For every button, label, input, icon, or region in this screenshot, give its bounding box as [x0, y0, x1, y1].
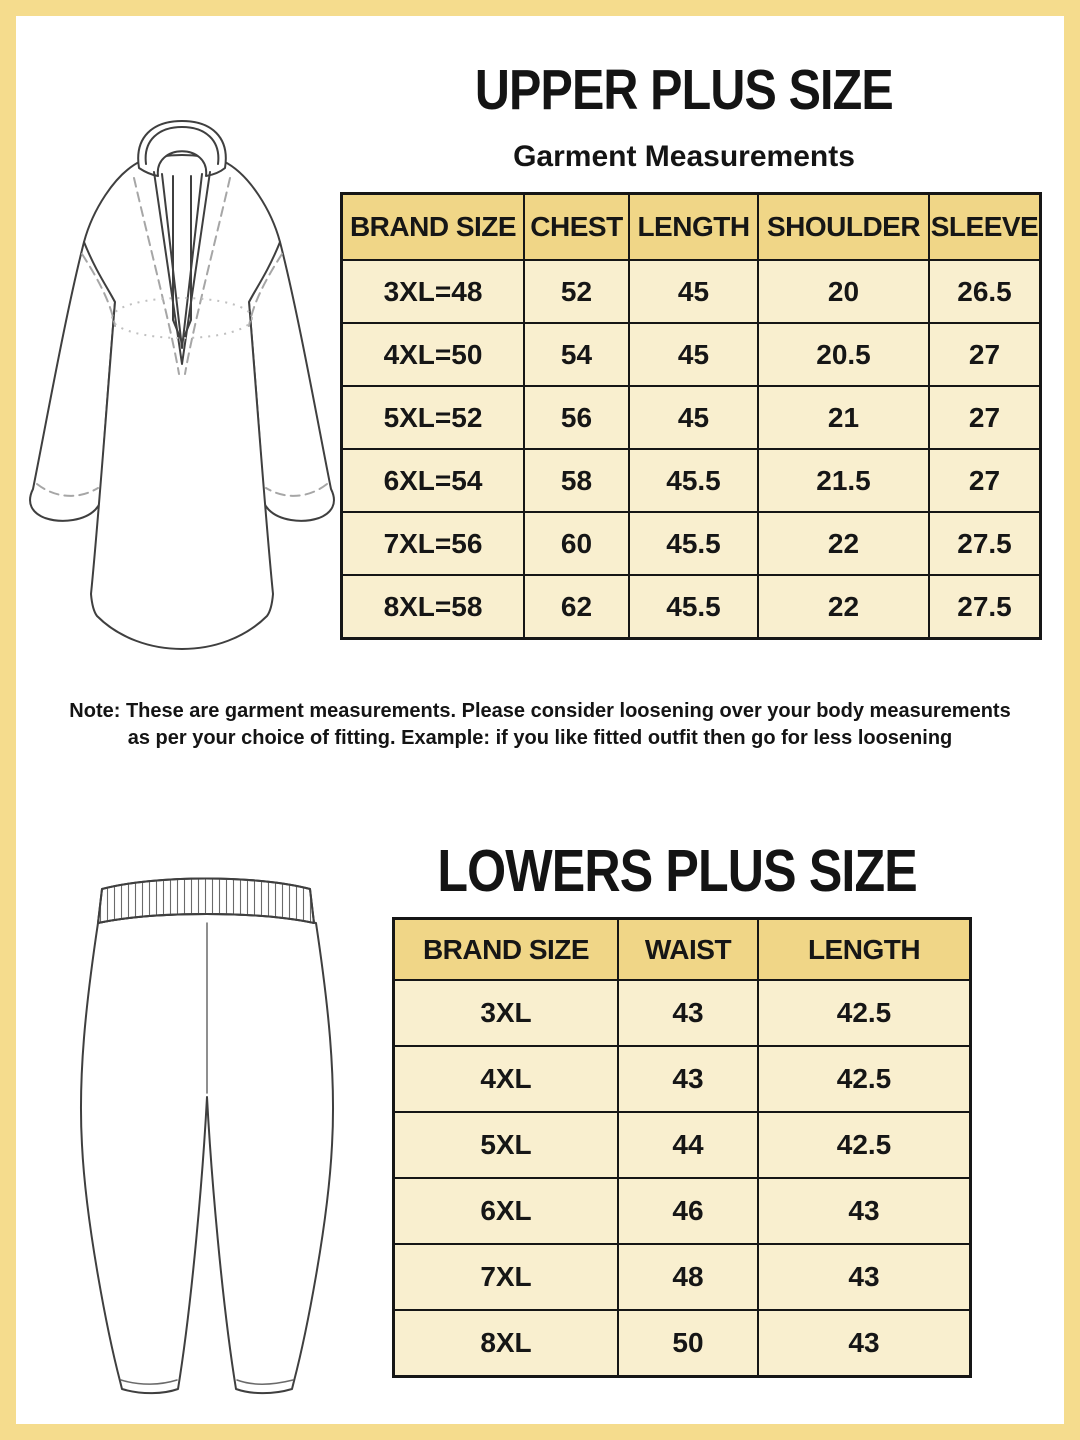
- table-cell: 22: [758, 575, 929, 639]
- table-cell: 44: [618, 1112, 758, 1178]
- table-cell: 27.5: [929, 512, 1041, 575]
- table-row: [342, 386, 1041, 449]
- table-row: [342, 575, 1041, 639]
- table-cell: 43: [758, 1310, 971, 1377]
- column-header: SLEEVE: [929, 194, 1041, 261]
- table-cell: 3XL=48: [342, 260, 525, 323]
- table-cell: 45.5: [629, 512, 758, 575]
- lower-title-text: LOWERS PLUS SIZE: [437, 838, 917, 904]
- table-cell: 45.5: [629, 575, 758, 639]
- table-row: [394, 1310, 971, 1377]
- column-header: WAIST: [618, 919, 758, 981]
- table-cell: 4XL=50: [342, 323, 525, 386]
- header-row: [342, 194, 1041, 261]
- table-row: [394, 980, 971, 1046]
- column-header: LENGTH: [758, 919, 971, 981]
- table-cell: 54: [524, 323, 629, 386]
- table-cell: 50: [618, 1310, 758, 1377]
- table-cell: 7XL: [394, 1244, 619, 1310]
- note-text: [16, 698, 1064, 752]
- table-cell: 5XL: [394, 1112, 619, 1178]
- table-cell: 62: [524, 575, 629, 639]
- table-cell: 22: [758, 512, 929, 575]
- column-header: LENGTH: [629, 194, 758, 261]
- table-cell: 42.5: [758, 1046, 971, 1112]
- table-cell: 8XL: [394, 1310, 619, 1377]
- kurta-illustration: [20, 112, 344, 660]
- table-cell: 52: [524, 260, 629, 323]
- table-cell: 45: [629, 386, 758, 449]
- table-cell: 20.5: [758, 323, 929, 386]
- table-cell: 7XL=56: [342, 512, 525, 575]
- table-cell: 45: [629, 260, 758, 323]
- column-header: CHEST: [524, 194, 629, 261]
- table-cell: 5XL=52: [342, 386, 525, 449]
- table-cell: 43: [618, 1046, 758, 1112]
- table-cell: 27: [929, 323, 1041, 386]
- upper-title-text: UPPER PLUS SIZE: [474, 58, 893, 122]
- table-cell: 20: [758, 260, 929, 323]
- table-cell: 45: [629, 323, 758, 386]
- table-cell: 56: [524, 386, 629, 449]
- table-cell: 45.5: [629, 449, 758, 512]
- column-header: BRAND SIZE: [394, 919, 619, 981]
- table-cell: 27.5: [929, 575, 1041, 639]
- table-cell: 58: [524, 449, 629, 512]
- table-cell: 6XL: [394, 1178, 619, 1244]
- table-cell: 21: [758, 386, 929, 449]
- table-cell: 43: [618, 980, 758, 1046]
- table-cell: 46: [618, 1178, 758, 1244]
- table-cell: 43: [758, 1178, 971, 1244]
- table-row: [394, 1112, 971, 1178]
- column-header: BRAND SIZE: [342, 194, 525, 261]
- table-cell: 26.5: [929, 260, 1041, 323]
- table-cell: 60: [524, 512, 629, 575]
- column-header: SHOULDER: [758, 194, 929, 261]
- table-cell: 6XL=54: [342, 449, 525, 512]
- table-row: [342, 260, 1041, 323]
- upper-subtitle: Garment Measurements: [513, 140, 855, 173]
- table-cell: 42.5: [758, 1112, 971, 1178]
- table-row: [342, 449, 1041, 512]
- table-row: [394, 1046, 971, 1112]
- upper-size-table: [340, 192, 1042, 640]
- header-row: [394, 919, 971, 981]
- table-cell: 4XL: [394, 1046, 619, 1112]
- table-cell: 8XL=58: [342, 575, 525, 639]
- lower-size-table: [392, 917, 972, 1378]
- table-row: [394, 1178, 971, 1244]
- table-cell: 27: [929, 386, 1041, 449]
- table-cell: 48: [618, 1244, 758, 1310]
- leggings-illustration: [55, 863, 357, 1398]
- table-cell: 43: [758, 1244, 971, 1310]
- note-line-2: as per your choice of fitting. Example: if you like fitted outfit then go for less loosening: [127, 727, 953, 749]
- table-cell: 42.5: [758, 980, 971, 1046]
- lower-title: [372, 840, 982, 902]
- upper-title: [340, 60, 1028, 120]
- table-row: [394, 1244, 971, 1310]
- table-cell: 3XL: [394, 980, 619, 1046]
- note-line-1: Note: These are garment measurements. Please consider loosening over your body measurements: [69, 700, 1011, 722]
- table-row: [342, 512, 1041, 575]
- table-row: [342, 323, 1041, 386]
- table-cell: 27: [929, 449, 1041, 512]
- table-cell: 21.5: [758, 449, 929, 512]
